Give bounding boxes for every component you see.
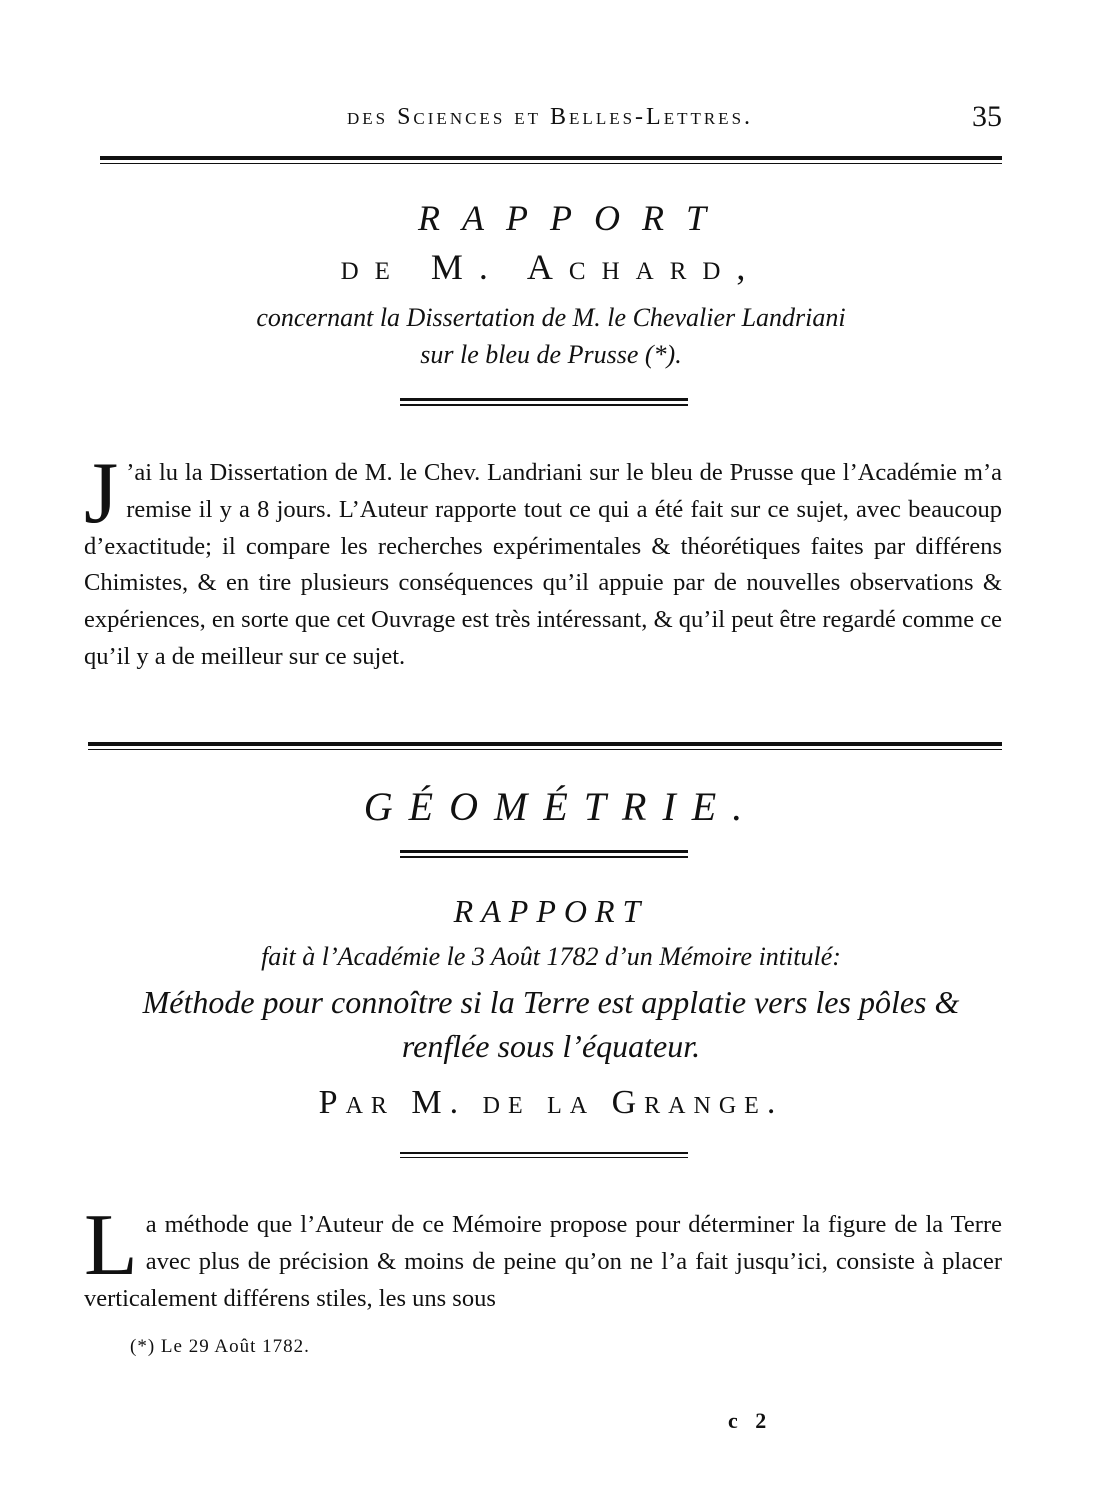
section-heading: GÉOMÉTRIE.: [363, 784, 759, 829]
article1-paragraph: [84, 445, 1002, 676]
article1-author-line: de M. Achard,: [340, 247, 762, 287]
article2-body: a méthode que l’Auteur de ce Mémoire propose pour déterminer la figure de la Terre avec plus de précision & moins de peine qu’on ne l’a fait jusqu’ici, consiste à placer verticalement différens stiles, les uns sous: [84, 1211, 1002, 1312]
article2-subtitle-1: fait à l’Académie le 3 Août 1782 d’un Mémoire intitulé:: [261, 942, 841, 971]
header-rule: [100, 156, 1002, 164]
article1-heading: RAPPORT: [418, 198, 728, 238]
ornament-rule: [400, 398, 688, 406]
article1-subtitle-2: sur le bleu de Prusse (*).: [420, 340, 682, 369]
article2-author-line: Par M. de la Grange.: [318, 1084, 784, 1121]
article1-subtitle-1: concernant la Dissertation de M. le Chevalier Landriani: [256, 303, 846, 332]
article1-body: ’ai lu la Dissertation de M. le Chev. Landriani sur le bleu de Prusse que l’Académie m’a remise il y a 8 jours. L’Auteur rapporte tout ce qui a été fait sur ce sujet, avec beaucoup d’exactitude; il compare les recherches expérimentales & théorétiques faites par différens Chimistes, & en tire plusieurs conséquences qu’il appuie par de nouvelles observations & expériences, en sorte que cet Ouvrage est très intéressant, & qu’il peut être regardé comme ce qu’il y a de meilleur sur ce sujet.: [84, 459, 1002, 670]
running-head-title: des Sciences et Belles-Lettres.: [346, 104, 754, 130]
article2-paragraph: [84, 1197, 1002, 1317]
section-rule: [88, 742, 1002, 750]
running-head: [100, 100, 1002, 144]
article2-heading: RAPPORT: [453, 893, 649, 929]
signature-mark: c 2: [728, 1408, 773, 1433]
ornament-rule: [400, 850, 688, 858]
page-number: 35: [972, 100, 1002, 133]
ornament-rule: [400, 1152, 688, 1158]
drop-cap: J: [84, 445, 119, 542]
footnote: (*) Le 29 Août 1782.: [130, 1336, 310, 1357]
drop-cap: L: [84, 1197, 138, 1294]
article2-subtitle-2: Méthode pour connoître si la Terre est applatie vers les pôles &: [142, 984, 960, 1020]
article2-subtitle-3: renflée sous l’équateur.: [401, 1028, 701, 1064]
